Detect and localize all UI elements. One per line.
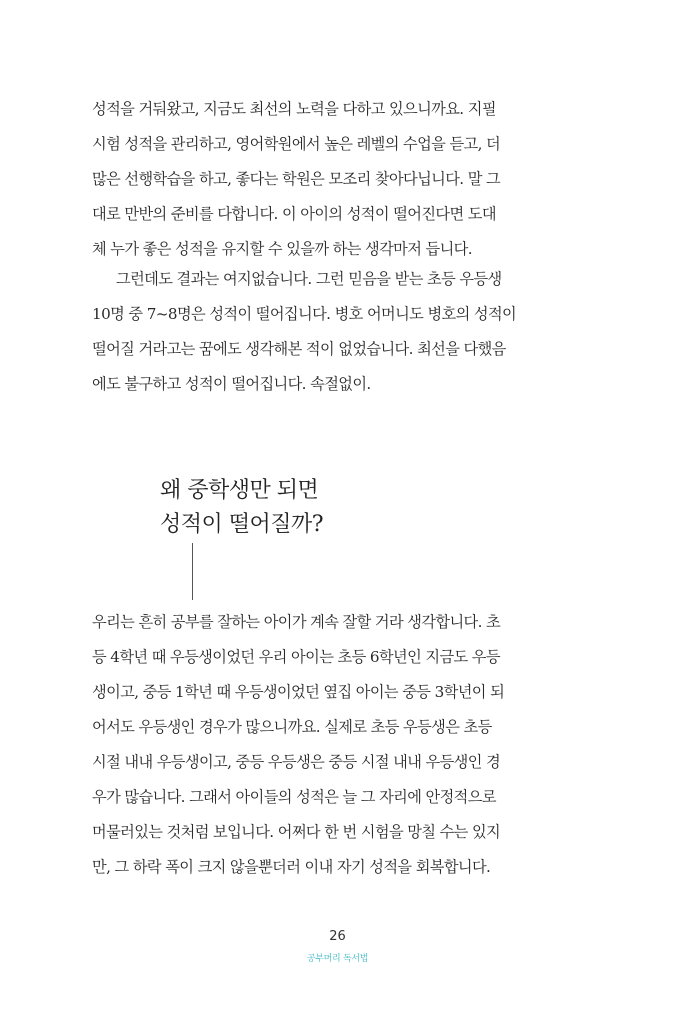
- text-line: 대로 만반의 준비를 다합니다. 이 아이의 성적이 떨어진다면 도대: [92, 205, 496, 223]
- running-title: 공부머리 독서법: [306, 954, 369, 964]
- heading-vertical-rule: [192, 543, 193, 600]
- paragraph-2: [92, 262, 552, 402]
- text-line: 우리는 흔히 공부를 잘하는 아이가 계속 잘할 거라 생각합니다. 초: [92, 613, 501, 631]
- text-line: 에도 불구하고 성적이 떨어집니다. 속절없이.: [92, 375, 371, 393]
- text-line: 그런데도 결과는 여지없습니다. 그런 믿음을 받는 초등 우등생: [116, 270, 502, 288]
- heading-line: 성적이 떨어질까?: [160, 512, 324, 537]
- text-line: 10명 중 7~8명은 성적이 떨어집니다. 병호 어머니도 병호의 성적이: [92, 305, 517, 323]
- text-line: 성적을 거둬왔고, 지금도 최선의 노력을 다하고 있으니까요. 지필: [92, 100, 496, 118]
- page-number: 26: [329, 929, 346, 944]
- text-line: 시절 내내 우등생이고, 중등 우등생은 중등 시절 내내 우등생인 경: [92, 753, 501, 771]
- text-line: 머물러있는 것처럼 보입니다. 어쩌다 한 번 시험을 망칠 수는 있지: [92, 823, 501, 841]
- text-line: 체 누가 좋은 성적을 유지할 수 있을까 하는 생각마저 듭니다.: [92, 240, 472, 258]
- text-line: 떨어질 거라고는 꿈에도 생각해본 적이 없었습니다. 최선을 다했음: [92, 340, 506, 358]
- text-line: 생이고, 중등 1학년 때 우등생이었던 옆집 아이는 중등 3학년이 되: [92, 683, 505, 701]
- paragraph-1: [92, 92, 552, 267]
- text-line: 시험 성적을 관리하고, 영어학원에서 높은 레벨의 수업을 듣고, 더: [92, 135, 501, 153]
- text-line: 많은 선행학습을 하고, 좋다는 학원은 모조리 찾아다닙니다. 말 그: [92, 170, 501, 188]
- section-heading: [160, 474, 323, 542]
- text-line: 만, 그 하락 폭이 크지 않을뿐더러 이내 자기 성적을 회복합니다.: [92, 858, 491, 876]
- text-line: 우가 많습니다. 그래서 아이들의 성적은 늘 그 자리에 안정적으로: [92, 788, 496, 806]
- paragraph-3: [92, 605, 552, 885]
- text-line: 어서도 우등생인 경우가 많으니까요. 실제로 초등 우등생은 초등: [92, 718, 492, 736]
- text-line: 등 4학년 때 우등생이었던 우리 아이는 초등 6학년인 지금도 우등: [92, 648, 500, 666]
- heading-line: 왜 중학생만 되면: [160, 478, 319, 503]
